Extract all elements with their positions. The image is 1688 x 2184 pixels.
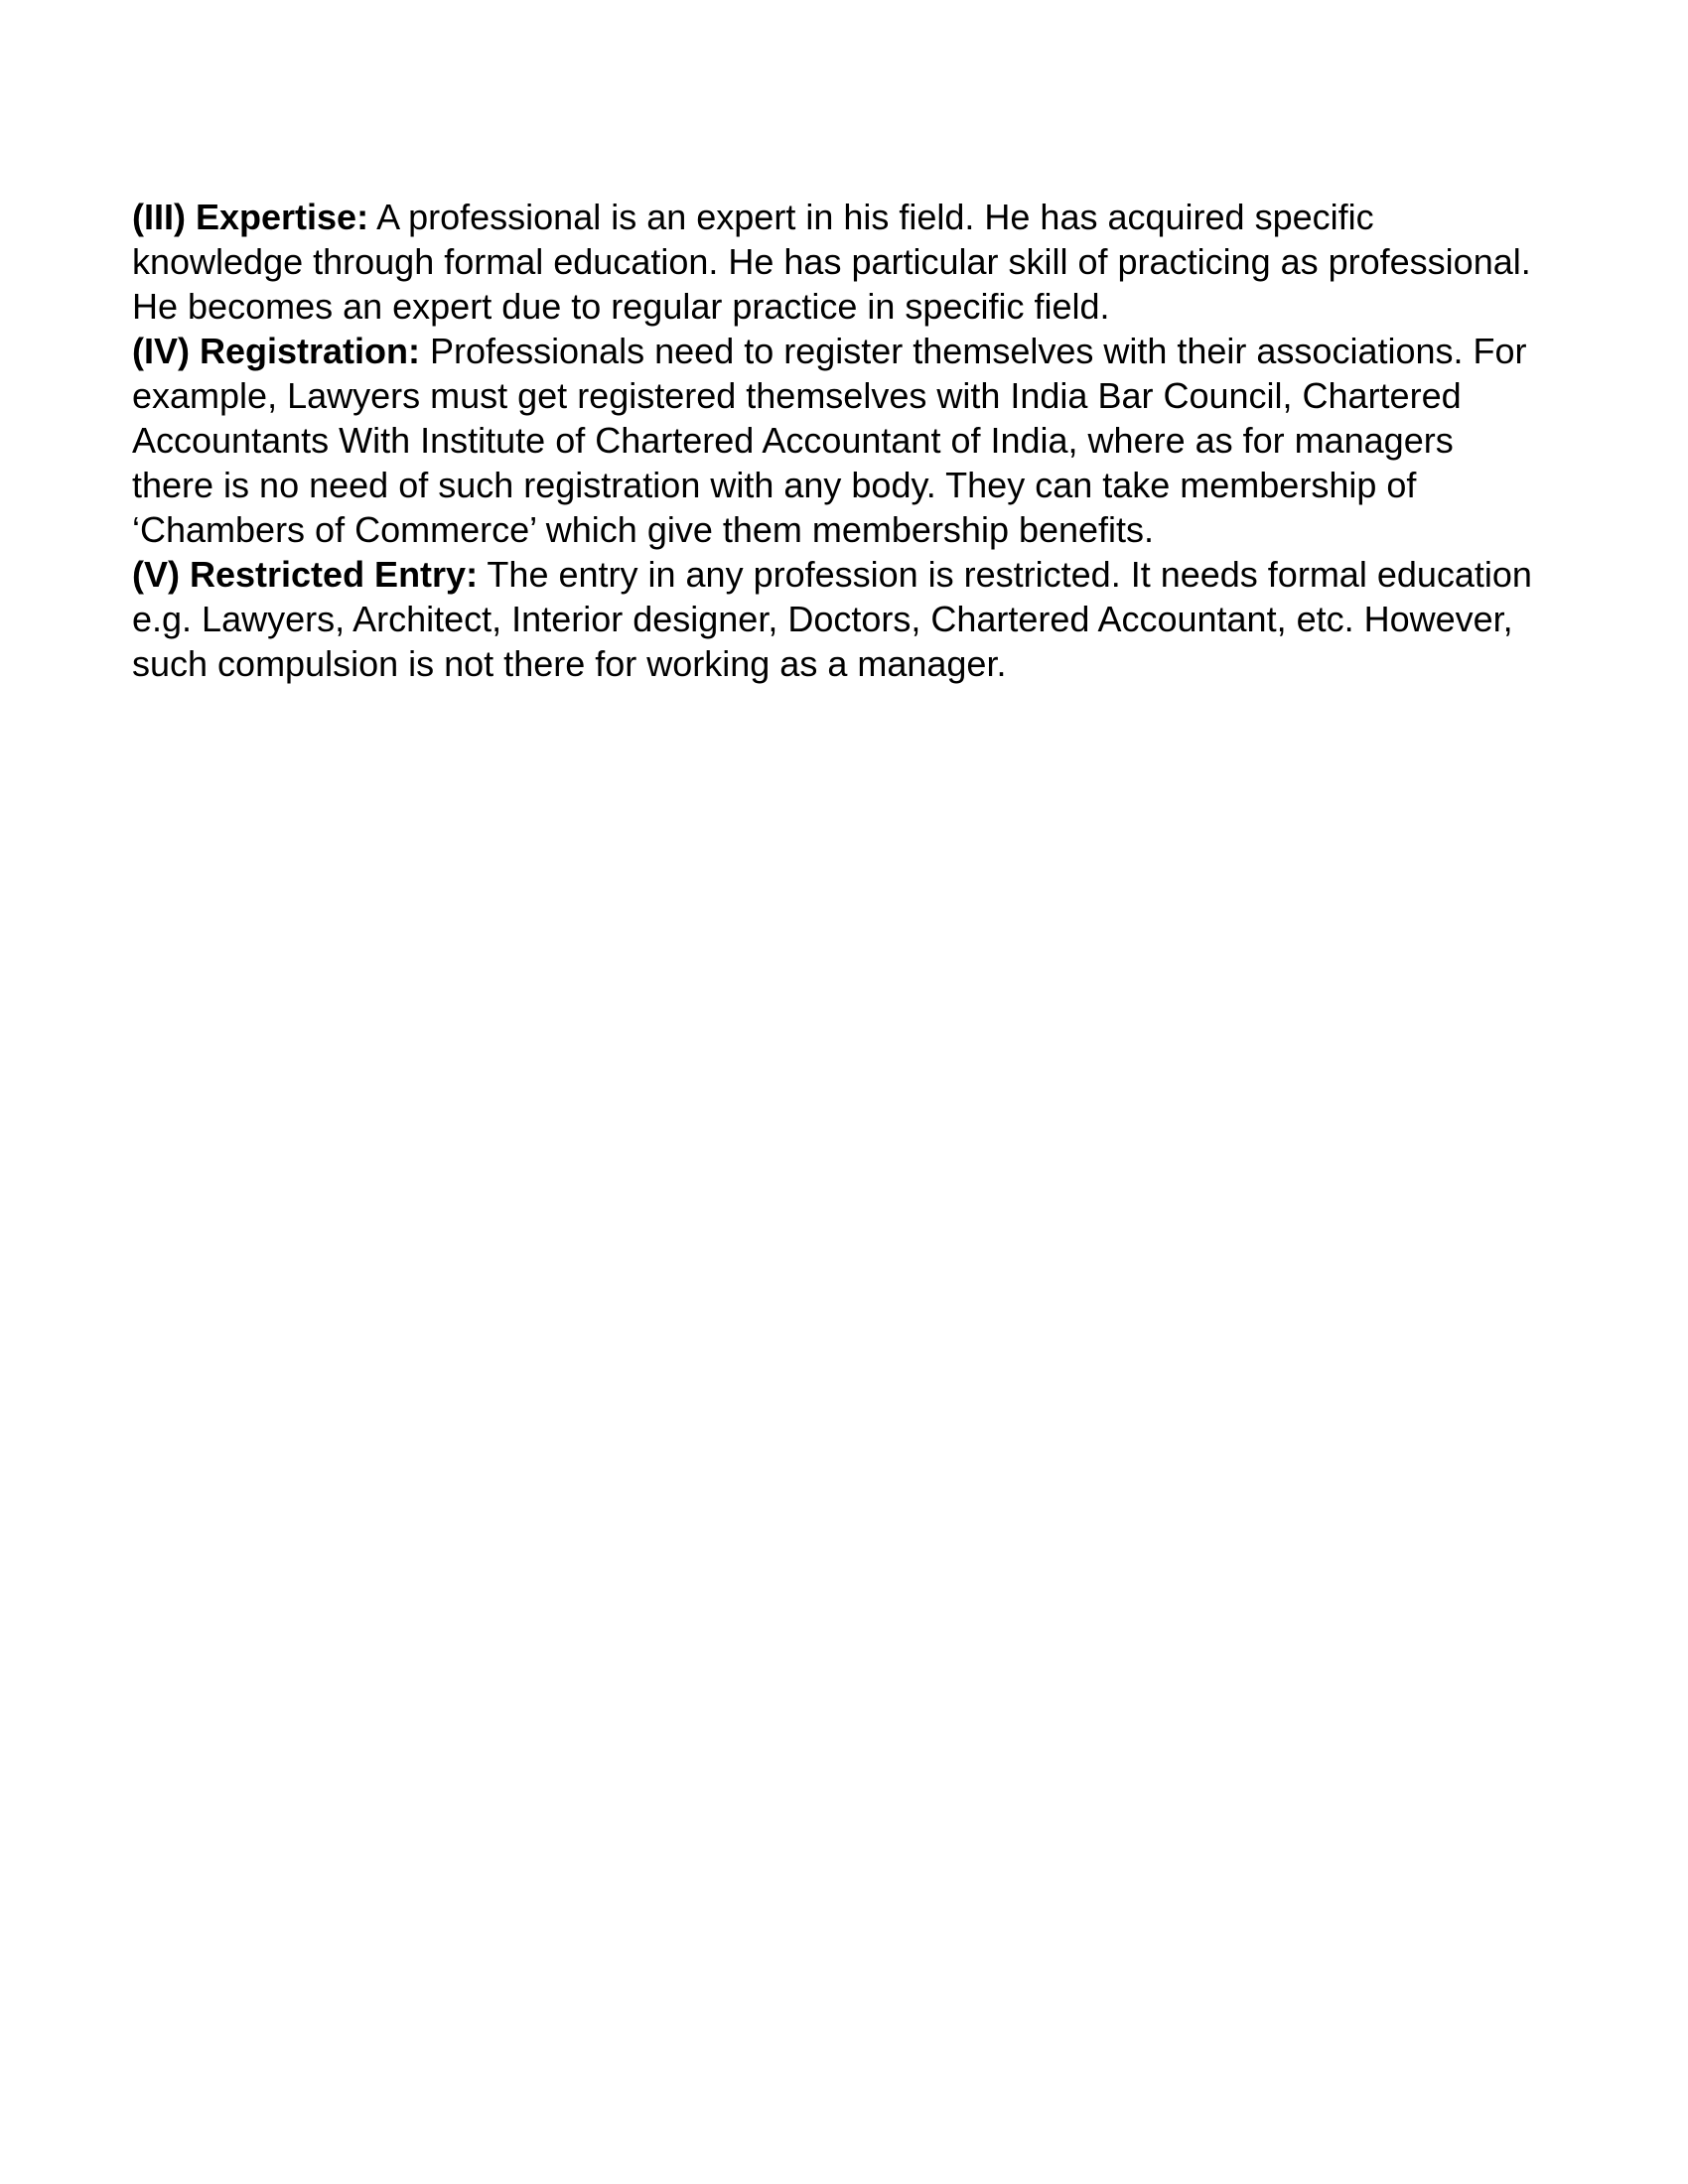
document-text-block xyxy=(132,195,1582,686)
paragraph-expertise-line-1 xyxy=(132,195,1582,239)
paragraph-expertise-label: (III) Expertise: xyxy=(132,197,369,237)
paragraph-registration-line-1 xyxy=(132,329,1582,373)
paragraph-expertise-text-1: A professional is an expert in his field. He has acquired specific xyxy=(368,197,1374,237)
paragraph-restricted-entry-line-1 xyxy=(132,552,1582,597)
paragraph-registration-label: (IV) Registration: xyxy=(132,331,421,371)
paragraph-registration-text-3: Accountants With Institute of Chartered Accountant of India, where as for managers xyxy=(132,420,1454,461)
paragraph-restricted-entry-text-3: such compulsion is not there for working as a manager. xyxy=(132,643,1007,684)
paragraph-restricted-entry-text-2: e.g. Lawyers, Architect, Interior designer, Doctors, Chartered Accountant, etc. However, xyxy=(132,599,1513,639)
paragraph-registration-text-2: example, Lawyers must get registered themselves with India Bar Council, Chartered xyxy=(132,375,1462,416)
paragraph-restricted-entry-text-1: The entry in any profession is restricted. It needs formal education xyxy=(478,554,1532,595)
paragraph-expertise-text-2: knowledge through formal education. He has particular skill of practicing as professional. xyxy=(132,241,1531,282)
paragraph-restricted-entry-label: (V) Restricted Entry: xyxy=(132,554,479,595)
paragraph-registration-text-1: Professionals need to register themselves with their associations. For xyxy=(420,331,1527,371)
paragraph-registration-text-5: ‘Chambers of Commerce’ which give them membership benefits. xyxy=(132,509,1155,550)
paragraph-registration-text-4: there is no need of such registration with any body. They can take membership of xyxy=(132,465,1417,505)
paragraph-expertise-text-3: He becomes an expert due to regular practice in specific field. xyxy=(132,286,1110,327)
